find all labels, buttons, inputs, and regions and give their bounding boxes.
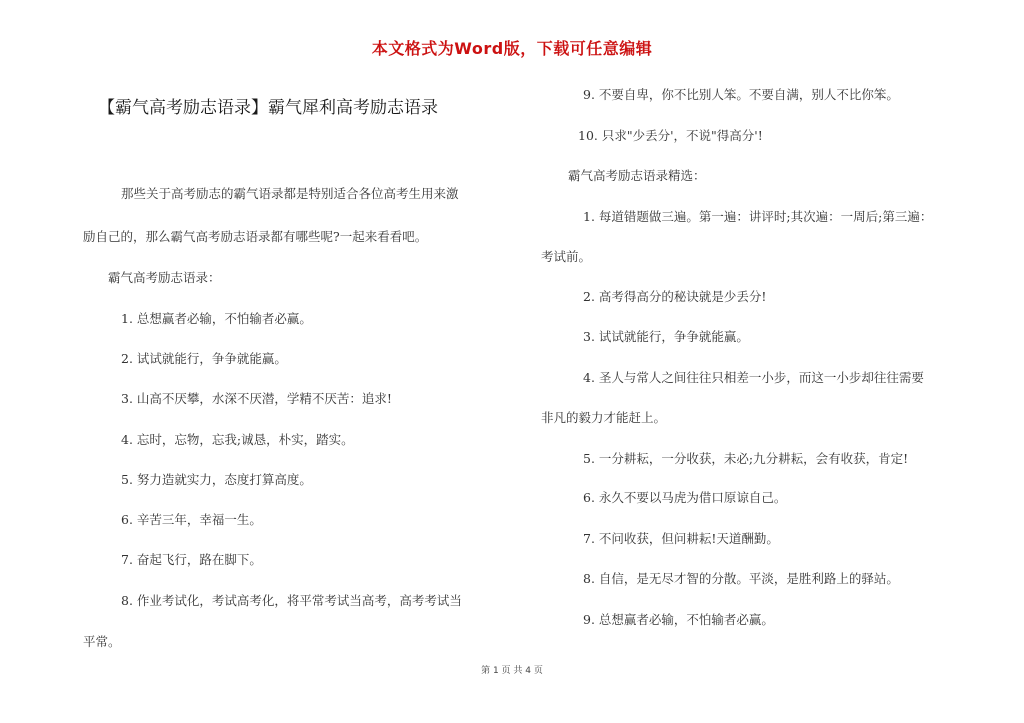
list-item: 7. 奋起飞行，路在脚下。 xyxy=(121,552,262,567)
list-item: 5. 努力造就实力，态度打算高度。 xyxy=(121,472,312,487)
list-item-continuation: 考试前。 xyxy=(541,249,592,264)
list-item: 4. 忘时，忘物，忘我;诚恳，朴实，踏实。 xyxy=(121,432,354,447)
list-item: 2. 试试就能行，争争就能赢。 xyxy=(121,351,287,366)
list-item: 9. 不要自卑，你不比别人笨。不要自满，别人不比你笨。 xyxy=(583,87,899,102)
header-banner: 本文格式为Word版，下载可任意编辑 xyxy=(371,39,653,58)
paragraph: 那些关于高考励志的霸气语录都是特别适合各位高考生用来激 xyxy=(121,186,459,201)
list-item: 7. 不问收获，但问耕耘!天道酬勤。 xyxy=(583,531,779,546)
list-item: 3. 山高不厌攀，水深不厌潜，学精不厌苦：追求! xyxy=(121,391,392,406)
section-heading: 霸气高考励志语录精选： xyxy=(568,168,706,183)
list-item: 1. 总想赢者必输，不怕输者必赢。 xyxy=(121,311,312,326)
list-item: 4. 圣人与常人之间往往只相差一小步，而这一小步却往往需要 xyxy=(583,370,924,385)
list-item: 10. 只求"少丢分'，不说"得高分'! xyxy=(578,128,763,143)
list-item: 2. 高考得高分的秘诀就是少丢分! xyxy=(583,289,767,304)
list-item: 6. 辛苦三年，幸福一生。 xyxy=(121,512,262,527)
list-item: 8. 自信，是无尽才智的分散。平淡，是胜利路上的驿站。 xyxy=(583,571,899,586)
page-footer: 第 1 页 共 4 页 xyxy=(481,666,543,676)
paragraph: 励自己的，那么霸气高考励志语录都有哪些呢?一起来看看吧。 xyxy=(83,229,428,244)
list-item-continuation: 平常。 xyxy=(83,634,121,649)
list-item: 6. 永久不要以马虎为借口原谅自己。 xyxy=(583,490,787,505)
list-item: 8. 作业考试化，考试高考化，将平常考试当高考，高考考试当 xyxy=(121,593,462,608)
list-item: 1. 每道错题做三遍。第一遍：讲评时;其次遍：一周后;第三遍： xyxy=(583,209,933,224)
page-title: 【霸气高考励志语录】霸气犀利高考励志语录 xyxy=(98,98,438,118)
list-item: 5. 一分耕耘，一分收获，未必;九分耕耘，会有收获，肯定! xyxy=(583,451,909,466)
list-item-continuation: 非凡的毅力才能赶上。 xyxy=(541,410,667,425)
list-item: 9. 总想赢者必输，不怕输者必赢。 xyxy=(583,612,774,627)
list-item: 3. 试试就能行，争争就能赢。 xyxy=(583,329,749,344)
section-heading: 霸气高考励志语录： xyxy=(108,270,221,285)
